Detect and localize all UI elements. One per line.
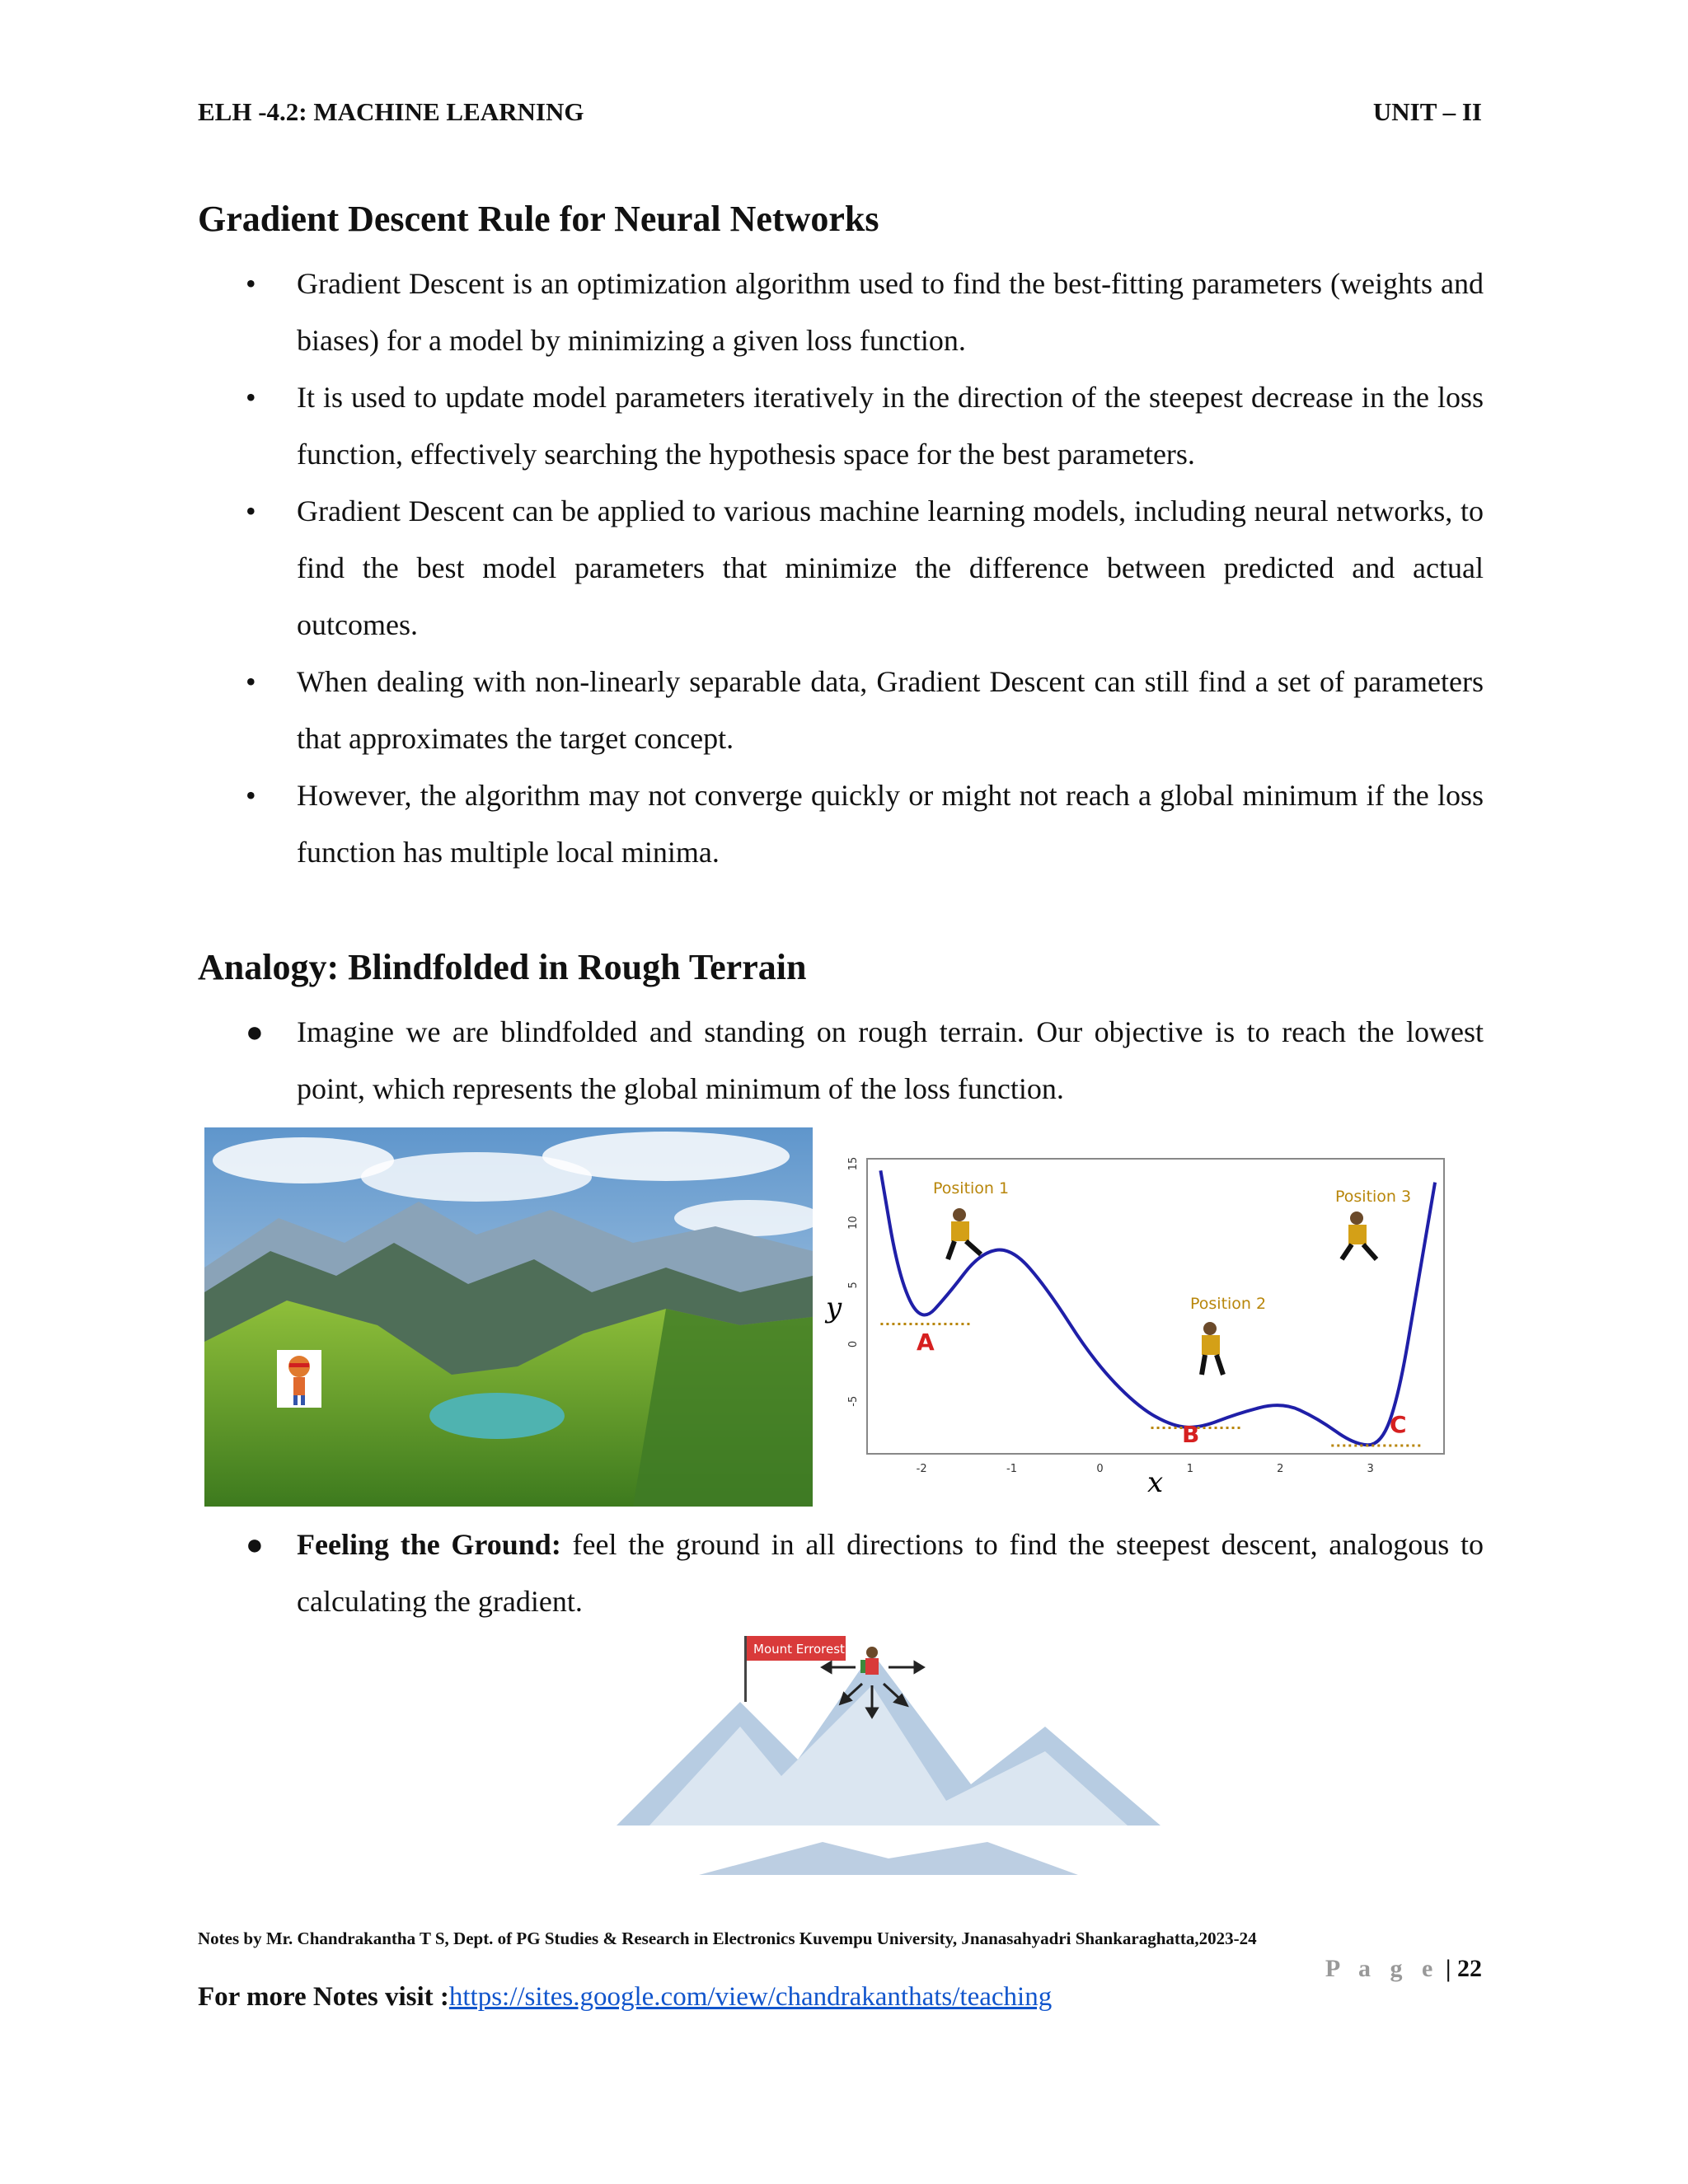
notes-link[interactable]: https://sites.google.com/view/chandrakanthats/teaching <box>448 1982 1053 2012</box>
position-3-label: Position 3 <box>1335 1188 1412 1206</box>
y-tick-label: 10 <box>847 1216 860 1230</box>
unit-header: UNIT – II <box>1372 97 1482 126</box>
y-tick-label: 5 <box>847 1282 860 1289</box>
y-axis-label: y <box>826 1291 842 1324</box>
x-tick-label: -2 <box>916 1463 927 1475</box>
minimum-a-label: A <box>917 1329 935 1356</box>
analogy-bullets-1 <box>198 1004 1484 1118</box>
x-tick-label: 0 <box>1096 1463 1104 1475</box>
page-number: P a g e | 22 <box>1325 1955 1482 1982</box>
x-axis-label: x <box>1147 1466 1164 1499</box>
more-notes-label: For more Notes visit : <box>198 1982 449 2012</box>
more-notes-line <box>198 1982 1052 2013</box>
minimum-b-label: B <box>1182 1421 1200 1448</box>
section-title-gradient-descent: Gradient Descent Rule for Neural Networks <box>198 199 879 239</box>
x-tick-label: 1 <box>1186 1463 1194 1475</box>
y-tick-labels <box>847 1157 860 1407</box>
list-item: • However, the algorithm may not converge quickly or might not reach a global minimum if the loss function has multiple local minima. <box>246 779 1484 869</box>
y-tick-label: 15 <box>847 1156 860 1171</box>
list-item: ● Imagine we are blindfolded and standing on rough terrain. Our objective is to reach the lowest point, which represents the global minimum of the loss function. <box>246 1015 1484 1105</box>
x-tick-label: 3 <box>1367 1463 1374 1475</box>
loss-curve-plot <box>818 1152 1461 1515</box>
mountain-landscape-photo <box>204 1127 813 1507</box>
analogy-bullets-2 <box>198 1516 1484 1630</box>
position-2-label: Position 2 <box>1190 1295 1267 1313</box>
list-item: • When dealing with non-linearly separable data, Gradient Descent can still find a set of parameters that approximates the target concept. <box>246 665 1484 755</box>
gradient-descent-bullets <box>198 255 1484 881</box>
feeling-ground-label: Feeling the Ground: <box>297 1528 561 1561</box>
list-item: ● Feeling the Ground: feel the ground in all directions to find the steepest descent, analogous to calculating the gradient. <box>246 1528 1484 1618</box>
y-tick-label: 0 <box>847 1340 860 1348</box>
mount-errorest-illustration <box>617 1636 1160 1891</box>
flag-label: Mount Errorest <box>753 1642 845 1657</box>
y-tick-label: -5 <box>847 1395 860 1407</box>
position-1-label: Position 1 <box>933 1179 1010 1197</box>
footer-note: Notes by Mr. Chandrakantha T S, Dept. of PG Studies & Research in Electronics Kuvempu University, Jnanasahyadri Shankaraghatta,2023-24 <box>198 1929 1257 1948</box>
list-item: • Gradient Descent can be applied to various machine learning models, including neural networks, to find the best model parameters that minimize the difference between predicted and actual outcomes. <box>246 494 1484 641</box>
minimum-c-label: C <box>1390 1411 1407 1438</box>
feeling-ground-text: feel the ground in all directions to find the steepest descent, analogous to calculating the gradient. <box>297 1528 1484 1618</box>
x-tick-labels <box>917 1463 1374 1475</box>
list-item: • It is used to update model parameters iteratively in the direction of the steepest decrease in the loss function, effectively searching the hypothesis space for the best parameters. <box>246 381 1484 471</box>
list-item: • Gradient Descent is an optimization algorithm used to find the best-fitting parameters (weights and biases) for a model by minimizing a given loss function. <box>246 267 1484 357</box>
x-tick-label: 2 <box>1277 1463 1284 1475</box>
course-header: ELH -4.2: MACHINE LEARNING <box>198 97 584 126</box>
climber-figure <box>860 1647 879 1675</box>
section-title-analogy: Analogy: Blindfolded in Rough Terrain <box>198 947 807 987</box>
x-tick-label: -1 <box>1006 1463 1017 1475</box>
